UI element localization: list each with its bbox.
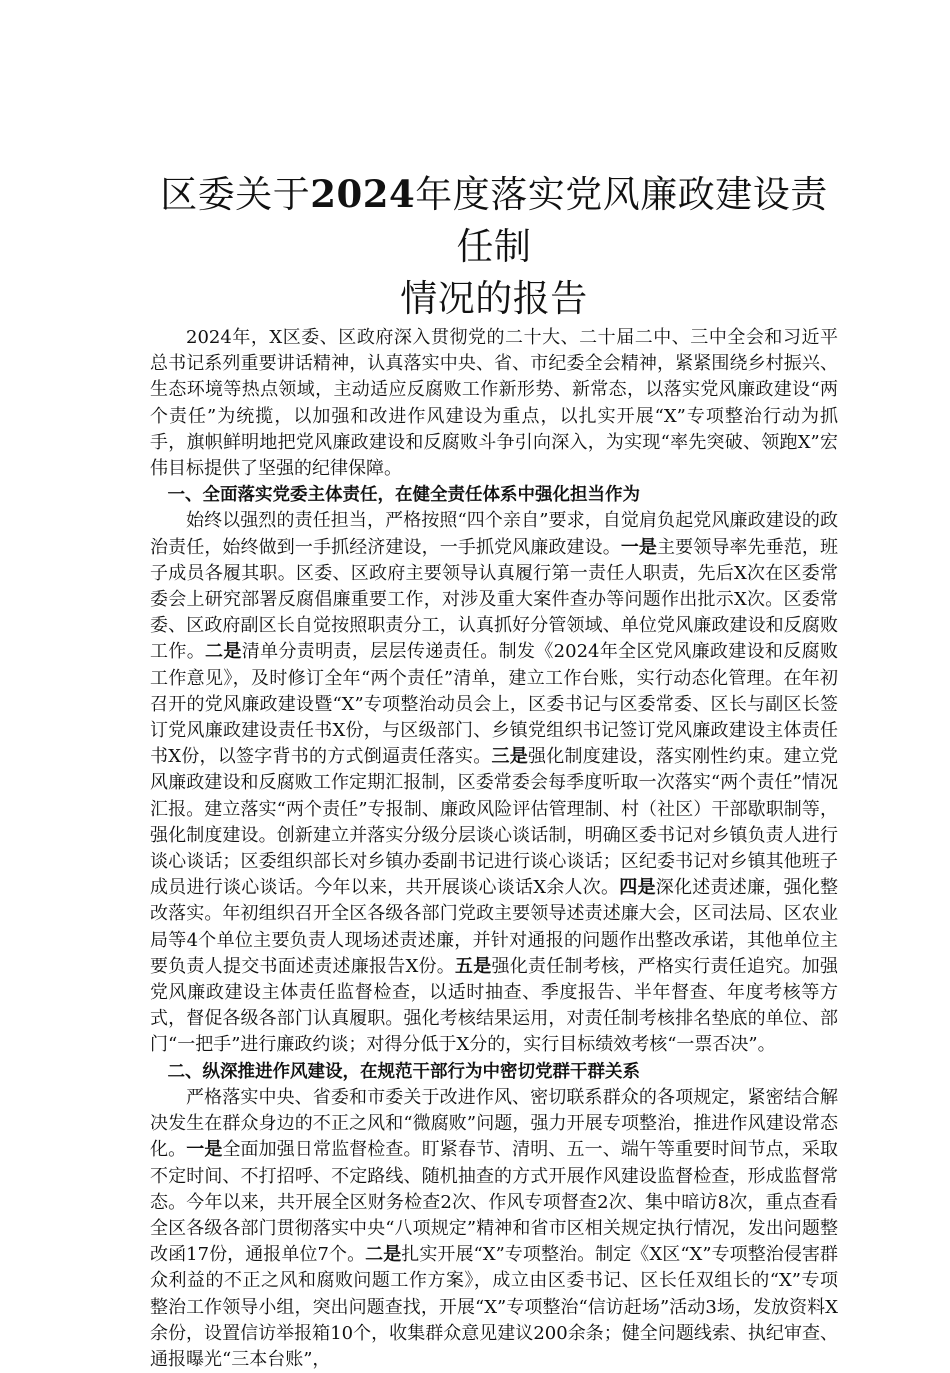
section-1-text-d: 强化制度建设，落实刚性约束。建立党风廉政建设和反腐败工作定期汇报制，区委常委会每季度听取一次落实“两个责任”情况汇报。建立落实“两个责任”专报制、廉政风险评估管理制、村（社区）干部歇职制等，强化制度建设。创新建立并落实分级分层谈心谈话制，明确区委书记对乡镇负责人进行谈心谈话；区委组织部长对乡镇办委副书记进行谈心谈话；区纪委书记对乡镇其他班子成员进行谈心谈话。今年以来，共开展谈心谈话X余人次。 bbox=[150, 746, 839, 899]
section-2-text-a: 严格落实中央、省委和市委关于改进作风、密切联系群众的各项规定，紧密结合解决发生在群众身边的不正之风和“微腐败”问题，强力开展专项整治，推进作风建设常态化。 bbox=[150, 1086, 838, 1161]
document-page bbox=[150, 168, 838, 1373]
section-1-text-b: 主要领导率先垂范，班子成员各履其职。区委、区政府主要领导认真履行第一责任人职责，先后X次在区委常委会上研究部署反腐倡廉重要工作，对涉及重大案件查办等问题作出批示X次。区委常委、区政府副区长自觉按照职责分工，认真抓好分管领域、单位党风廉政建设和反腐败工作。 bbox=[150, 536, 839, 663]
section-1-text-f: 强化责任制考核，严格实行责任追究。加强党风廉政建设主体责任监督检查，以适时抽查、季度报告、半年督查、年度考核等方式，督促各级各部门认真履职。强化考核结果运用，对责任制考核排名垫底的单位、部门“一把手”进行廉政约谈；对得分低于X分的，实行目标绩效考核“一票否决”。 bbox=[150, 955, 838, 1056]
section-1-mark-3: 三是 bbox=[491, 746, 529, 768]
section-2-mark-2: 二是 bbox=[365, 1244, 402, 1266]
section-2-heading: 二、纵深推进作风建设，在规范干部行为中密切党群干群关系 bbox=[167, 1061, 640, 1082]
section-1-heading: 一、全面落实党委主体责任，在健全责任体系中强化担当作为 bbox=[167, 485, 640, 506]
section-1-mark-4: 四是 bbox=[619, 877, 656, 899]
section-1-text-c: 清单分责明责，层层传递责任。制发《2024年全区党风廉政建设和反腐败工作意见》，及时修订全年“两个责任”清单，建立工作台账，实行动态化管理。在年初召开的党风廉政建设暨“X”专项整治动员会上，区委书记与区委常委、区长与副区长签订党风廉政建设责任书X份，与区级部门、乡镇党组织书记签订党风廉政建设主体责任书X份，以签字背书的方式倒逼责任落实。 bbox=[150, 641, 839, 768]
document-title bbox=[150, 168, 838, 325]
section-1-text-e: 深化述责述廉，强化整改落实。年初组织召开全区各级各部门党政主要领导述责述廉大会，区司法局、区农业局等4个单位主要负责人现场述责述廉，并针对通报的问题作出整改承诺，其他单位主要负责人提交书面述责述廉报告X份。 bbox=[150, 877, 839, 977]
section-2-text-c: 扎实开展“X”专项整治。制定《X区“X”专项整治侵害群众利益的不正之风和腐败问题工作方案》，成立由区委书记、区长任双组长的“X”专项整治工作领导小组，突出问题查找，开展“X”专项整治“信访赶场”活动3场，发放资料X余份，设置信访举报箱10个，收集群众意见建议200余条；健全问题线索、执纪审查、通报曝光“三本台账”， bbox=[150, 1244, 839, 1370]
section-1-mark-2: 二是 bbox=[205, 641, 242, 663]
section-1-mark-1: 一是 bbox=[620, 536, 658, 558]
intro-paragraph: 2024年，X区委、区政府深入贯彻党的二十大、二十届二中、三中全会和习近平总书记系列重要讲话精神，认真落实中央、省、市纪委全会精神，紧紧围绕乡村振兴、生态环境等热点领域，主动适应反腐败工作新形势、新常态，以落实党风廉政建设“两个责任”为统揽，以加强和改进作风建设为重点，以扎实开展“X”专项整治行动为抓手，旗帜鲜明地把党风廉政建设和反腐败斗争引向深入，为实现“率先突破、领跑X”宏伟目标提供了坚强的纪律保障。 bbox=[150, 327, 838, 480]
title-year: 2024 bbox=[310, 172, 416, 216]
section-1-mark-5: 五是 bbox=[455, 955, 492, 977]
title-line-2: 情况的报告 bbox=[400, 277, 588, 320]
section-1-text-a: 始终以强烈的责任担当，严格按照“四个亲自”要求，自觉肩负起党风廉政建设的政治责任，始终做到一手抓经济建设，一手抓党风廉政建设。 bbox=[150, 510, 838, 558]
section-2-mark-1: 一是 bbox=[186, 1139, 223, 1161]
section-2-text-b: 全面加强日常监督检查。盯紧春节、清明、五一、端午等重要时间节点，采取不定时间、不打招呼、不定路线、随机抽查的方式开展作风建设监督检查，形成监督常态。今年以来，共开展全区财务检查2次、作风专项督查2次、集中暗访8次，重点查看全区各级各部门贯彻落实中央“八项规定”精神和省市区相关规定执行情况，发出问题整改函17份，通报单位7个。 bbox=[150, 1139, 839, 1266]
title-prefix: 区委关于 bbox=[160, 173, 311, 216]
title-suffix: 年度落实党风廉政建设责任制 bbox=[415, 173, 828, 268]
section-1-paragraph bbox=[150, 508, 838, 1058]
section-2-paragraph bbox=[150, 1085, 838, 1373]
